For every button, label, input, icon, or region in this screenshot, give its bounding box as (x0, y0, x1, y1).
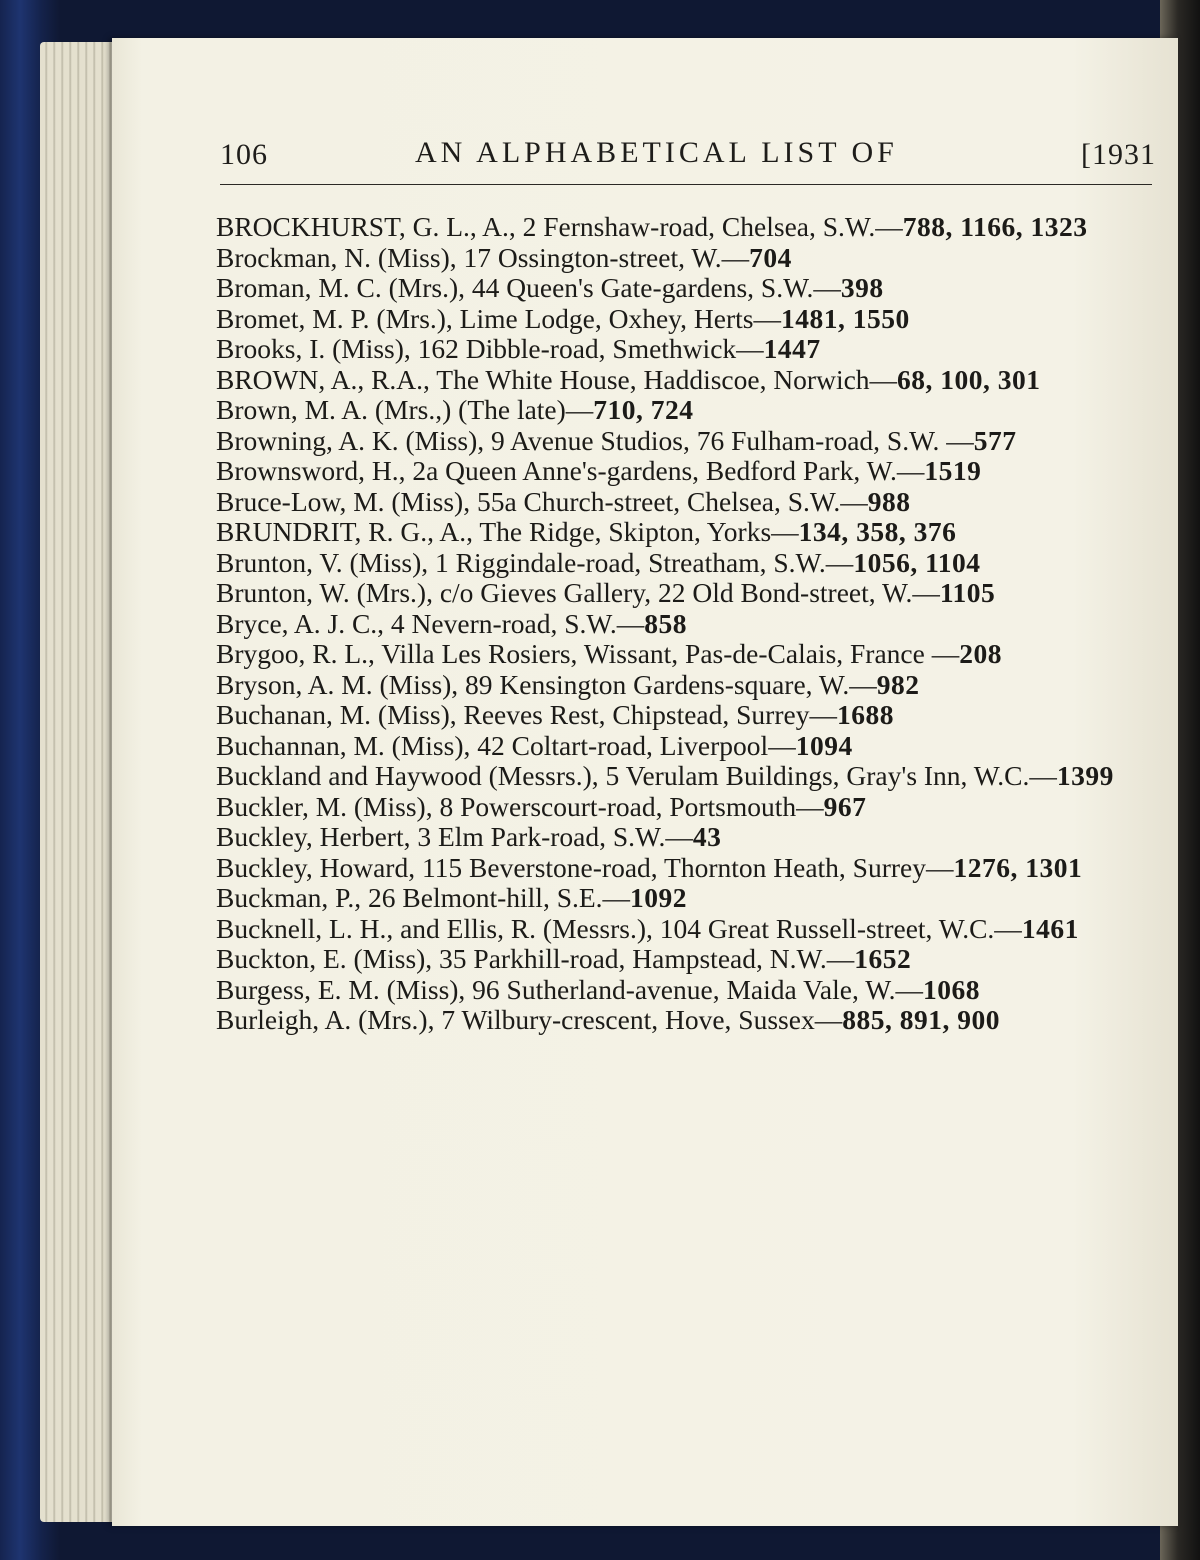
entry-exhibit-numbers: 1461 (1021, 912, 1079, 944)
entry-exhibit-numbers: 1652 (854, 943, 912, 974)
list-item (216, 426, 1160, 457)
entry-exhibit-numbers: 885, 891, 900 (842, 1004, 1000, 1035)
list-item (216, 975, 1160, 1006)
entry-text: Bryson, A. M. (Miss), 89 Kensington Gardens-square, W.— (216, 668, 877, 700)
list-item (216, 487, 1160, 518)
entry-exhibit-numbers: 1447 (763, 333, 821, 364)
entry-exhibit-numbers: 788, 1166, 1323 (902, 211, 1088, 242)
entry-exhibit-numbers: 1092 (630, 882, 688, 913)
entry-exhibit-numbers: 1276, 1301 (953, 851, 1083, 883)
entry-exhibit-numbers: 858 (644, 607, 687, 639)
entry-exhibit-numbers: 577 (973, 424, 1017, 456)
list-item (216, 853, 1160, 884)
entry-text: Bucknell, L. H., and Ellis, R. (Messrs.), 104 Great Russell-street, W.C.— (216, 912, 1022, 944)
list-item (216, 548, 1160, 579)
list-item (216, 914, 1160, 945)
list-item (216, 212, 1160, 243)
entry-text: Broman, M. C. (Mrs.), 44 Queen's Gate-gardens, S.W.— (216, 272, 841, 303)
entry-exhibit-numbers: 68, 100, 301 (897, 363, 1041, 395)
entry-text: Buckman, P., 26 Belmont-hill, S.E.— (216, 882, 631, 913)
running-title: AN ALPHABETICAL LIST OF (415, 136, 898, 169)
entry-exhibit-numbers: 1094 (795, 729, 853, 761)
entry-text: Buckland and Haywood (Messrs.), 5 Verulam Buildings, Gray's Inn, W.C.— (216, 760, 1057, 791)
list-item (216, 822, 1160, 853)
entry-text: Brunton, W. (Mrs.), c/o Gieves Gallery, 22 Old Bond-street, W.— (216, 577, 940, 608)
entry-exhibit-numbers: 1056, 1104 (853, 546, 981, 578)
page-header (220, 130, 1156, 176)
entry-text: Bryce, A. J. C., 4 Nevern-road, S.W.— (216, 607, 645, 639)
entry-exhibit-numbers: 967 (823, 790, 867, 822)
list-item (216, 792, 1160, 823)
list-item (216, 700, 1160, 731)
list-item (216, 731, 1160, 762)
list-item (216, 883, 1160, 914)
entry-text: Burgess, E. M. (Miss), 96 Sutherland-avenue, Maida Vale, W.— (216, 973, 924, 1005)
entry-exhibit-numbers: 1399 (1056, 760, 1114, 791)
entry-exhibit-numbers: 208 (959, 638, 1002, 669)
entry-text: Buckler, M. (Miss), 8 Powerscourt-road, Portsmouth— (216, 790, 824, 822)
list-item (216, 243, 1160, 274)
entry-exhibit-numbers: 988 (867, 485, 911, 517)
entry-exhibit-numbers: 1481, 1550 (780, 302, 910, 334)
entry-text: Buchanan, M. (Miss), Reeves Rest, Chipstead, Surrey— (216, 699, 837, 730)
entry-text: Browning, A. K. (Miss), 9 Avenue Studios, 76 Fulham-road, S.W. — (216, 424, 974, 456)
entry-text: Buckton, E. (Miss), 35 Parkhill-road, Hampstead, N.W.— (216, 943, 855, 974)
list-item (216, 334, 1160, 365)
entry-exhibit-numbers: 982 (876, 668, 920, 700)
entry-text: Burleigh, A. (Mrs.), 7 Wilbury-crescent, Hove, Sussex— (216, 1004, 843, 1035)
entry-text: Bruce-Low, M. (Miss), 55a Church-street, Chelsea, S.W.— (216, 485, 868, 517)
entry-exhibit-numbers: 710, 724 (593, 394, 694, 425)
header-rule (220, 184, 1152, 185)
list-item (216, 456, 1160, 487)
list-item (216, 1005, 1160, 1036)
list-item (216, 395, 1160, 426)
list-item (216, 304, 1160, 335)
book-page (112, 38, 1178, 1526)
entry-text: Brownsword, H., 2a Queen Anne's-gardens, Bedford Park, W.— (216, 455, 925, 486)
entry-exhibit-numbers: 1519 (924, 455, 982, 486)
entry-list (216, 212, 1160, 1036)
entry-exhibit-numbers: 1068 (923, 973, 981, 1005)
list-item (216, 761, 1160, 792)
list-item (216, 578, 1160, 609)
list-item (216, 517, 1160, 548)
entry-text: Brown, M. A. (Mrs.,) (The late)— (216, 394, 594, 425)
list-item (216, 365, 1160, 396)
entry-text: Brunton, V. (Miss), 1 Riggindale-road, Streatham, S.W.— (216, 546, 854, 578)
list-item (216, 609, 1160, 640)
list-item (216, 639, 1160, 670)
list-item (216, 670, 1160, 701)
entry-exhibit-numbers: 43 (692, 821, 722, 852)
entry-text: BROWN, A., R.A., The White House, Haddiscoe, Norwich— (216, 363, 898, 395)
entry-exhibit-numbers: 1688 (836, 699, 894, 730)
entry-exhibit-numbers: 1105 (939, 577, 996, 608)
entry-text: Brygoo, R. L., Villa Les Rosiers, Wissant, Pas-de-Calais, France — (216, 638, 960, 669)
list-item (216, 944, 1160, 975)
entry-text: BRUNDRIT, R. G., A., The Ridge, Skipton, Yorks— (216, 516, 799, 547)
entry-text: Brockman, N. (Miss), 17 Ossington-street, W.— (216, 241, 750, 273)
entry-exhibit-numbers: 398 (840, 272, 884, 303)
entry-text: Bromet, M. P. (Mrs.), Lime Lodge, Oxhey, Herts— (216, 302, 781, 334)
entry-text: Buckley, Howard, 115 Beverstone-road, Thornton Heath, Surrey— (216, 851, 954, 883)
entry-text: Buckley, Herbert, 3 Elm Park-road, S.W.— (216, 821, 693, 852)
entry-text: Brooks, I. (Miss), 162 Dibble-road, Smethwick— (216, 333, 764, 364)
entry-text: Buchannan, M. (Miss), 42 Coltart-road, Liverpool— (216, 729, 796, 761)
entry-exhibit-numbers: 704 (749, 241, 792, 273)
list-item (216, 273, 1160, 304)
page-number: 106 (220, 138, 268, 171)
entry-text: BROCKHURST, G. L., A., 2 Fernshaw-road, Chelsea, S.W.— (216, 211, 903, 242)
entry-exhibit-numbers: 134, 358, 376 (798, 516, 957, 547)
header-year: [1931 (1081, 138, 1156, 171)
